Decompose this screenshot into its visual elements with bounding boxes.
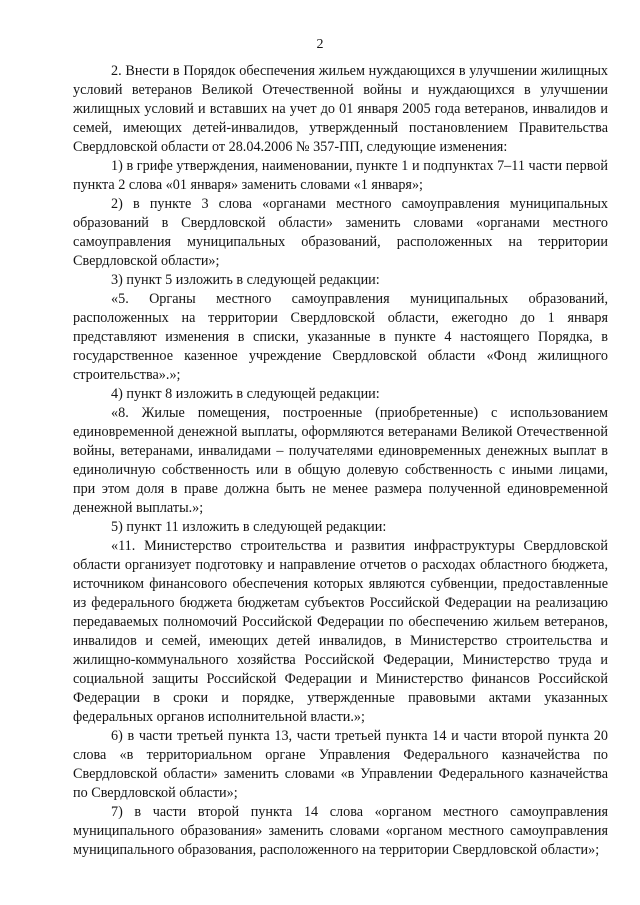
paragraph-item-6: 6) в части третьей пункта 13, части третьей пункта 14 и части второй пункта 20 слова «в территориальном органе Управления Федерального казначейства по Свердловской области» заменить словами «в Управлении Федерального казначейства по Свердловской области»;: [73, 728, 608, 801]
paragraph-item-3: 3) пункт 5 изложить в следующей редакции:: [111, 272, 380, 288]
paragraph-quote-8: «8. Жилые помещения, построенные (приобретенные) с использованием единовременной денежной выплаты, оформляются ветеранами Великой Отечественной войны, ветеранами, инвалидами – получателями единовременных денежных выплат в единоличную собственность или в общую долевую собственность с иными лицами, при этом доля в праве должна быть не менее размера полученной единовременной денежной выплаты.»;: [73, 405, 608, 516]
paragraph-item-4: 4) пункт 8 изложить в следующей редакции:: [111, 386, 380, 402]
paragraph-quote-5: «5. Органы местного самоуправления муниципальных образований, расположенных на территории Свердловской области, ежегодно до 1 января представляют изменения в списки, указанные в пункте 4 настоящего Порядка, в государственное казенное учреждение Свердловской области «Фонд жилищного строительства».»;: [73, 291, 608, 383]
paragraph-item-5: 5) пункт 11 изложить в следующей редакции:: [111, 519, 387, 535]
paragraph-item-2: 2) в пункте 3 слова «органами местного самоуправления муниципальных образований в Свердловской области» заменить словами «органами местного самоуправления муниципальных образований, расположенных на территории Свердловской области»;: [73, 196, 608, 269]
page-number: 2: [316, 37, 324, 52]
document-body: [73, 62, 608, 860]
paragraph-item-7: 7) в части второй пункта 14 слова «органом местного самоуправления муниципального образования» заменить словами «органом местного самоуправления муниципального образования, расположенного на территории Свердловской области»;: [73, 804, 608, 858]
paragraph-item-1: 1) в грифе утверждения, наименовании, пункте 1 и подпунктах 7–11 части первой пункта 2 слова «01 января» заменить словами «1 января»;: [73, 158, 608, 193]
paragraph-quote-11: «11. Министерство строительства и развития инфраструктуры Свердловской области организует подготовку и направление отчетов о расходах областного бюджета, источником финансового обеспечения которых являются субвенции, предоставленные из федерального бюджета бюджетам субъектов Российской Федерации на реализацию передаваемых полномочий Российской Федерации по обеспечению жильем ветеранов, инвалидов и семей, имеющих детей инвалидов, в Министерство строительства и жилищно-коммунального хозяйства Российской Федерации, Министерство труда и социальной защиты Российской Федерации и Министерство финансов Российской Федерации в сроки и порядке, утвержденные правовыми актами указанных федеральных органов исполнительной власти.»;: [73, 538, 608, 725]
paragraph-intro: 2. Внести в Порядок обеспечения жильем нуждающихся в улучшении жилищных условий ветеранов Великой Отечественной войны и нуждающихся в улучшении жилищных условий и вставших на учет до 01 января 2005 года ветеранов, инвалидов и семей, имеющих детей-инвалидов, утвержденный постановлением Правительства Свердловской области от 28.04.2006 № 357-ПП, следующие изменения:: [73, 63, 608, 155]
